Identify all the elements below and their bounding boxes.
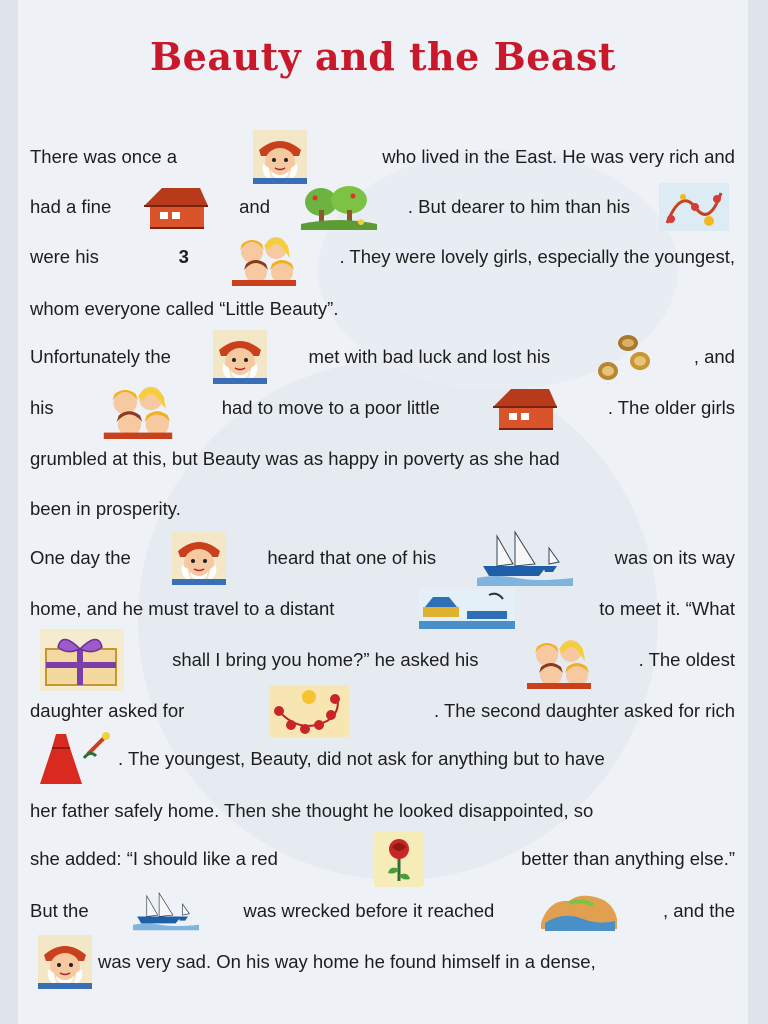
story-line: was very sad. On his way home he found himself in a dense,: [30, 934, 735, 990]
house-icon: [489, 385, 559, 431]
daughters-icon: [232, 228, 296, 286]
rose-icon: [374, 831, 424, 887]
jewels-icon: [659, 183, 729, 231]
page-title: Beauty and the Beast: [150, 34, 616, 79]
merchant-icon: [172, 531, 226, 585]
story-line: shall I bring you home?” he asked his . The oldest: [30, 632, 735, 688]
necklace-icon: [269, 685, 349, 737]
story-line: Unfortunately the met with bad luck and lost his , and: [30, 332, 735, 382]
story-line: But the was wrecked before it reached , and the: [30, 886, 735, 936]
garden-icon: [299, 184, 379, 230]
gift-icon: [40, 629, 124, 691]
merchant-icon: [38, 935, 92, 989]
story-line: . The youngest, Beauty, did not ask for anything but to have: [30, 734, 735, 784]
story-line: her father safely home. Then she thought he looked disappointed, so: [30, 800, 594, 821]
house-icon: [140, 184, 210, 230]
story-line: were his 3 . They were lovely girls, especially the youngest,: [30, 232, 735, 282]
merchant-icon: [253, 130, 307, 184]
dress-icon: [32, 730, 112, 788]
rocks-icon: [539, 889, 619, 933]
story-line: There was once a who lived in the East. He was very rich and: [30, 132, 735, 182]
story-line: daughter asked for . The second daughter asked for rich: [30, 686, 735, 736]
daughters-icon: [527, 631, 591, 689]
story-line: she added: “I should like a red better than anything else.”: [30, 834, 735, 884]
story-line: whom everyone called “Little Beauty”.: [30, 298, 339, 319]
story-line: had a fine and . But dearer to him than his: [30, 182, 735, 232]
story-line: grumbled at this, but Beauty was as happy in poverty as she had: [30, 448, 560, 469]
ship-icon: [133, 886, 199, 936]
story-line: his had to move to a poor little . The older girls: [30, 383, 735, 433]
story-line: been in prosperity.: [30, 498, 181, 519]
story-page: [18, 0, 748, 1024]
coins-icon: [592, 333, 652, 381]
daughters-icon: [103, 377, 173, 439]
ship-icon: [477, 530, 573, 586]
merchant-icon: [213, 330, 267, 384]
harbor-icon: [419, 589, 515, 629]
story-line: One day the heard that one of his was on its way: [30, 533, 735, 583]
story-line: home, and he must travel to a distant to meet it. “What: [30, 584, 735, 634]
